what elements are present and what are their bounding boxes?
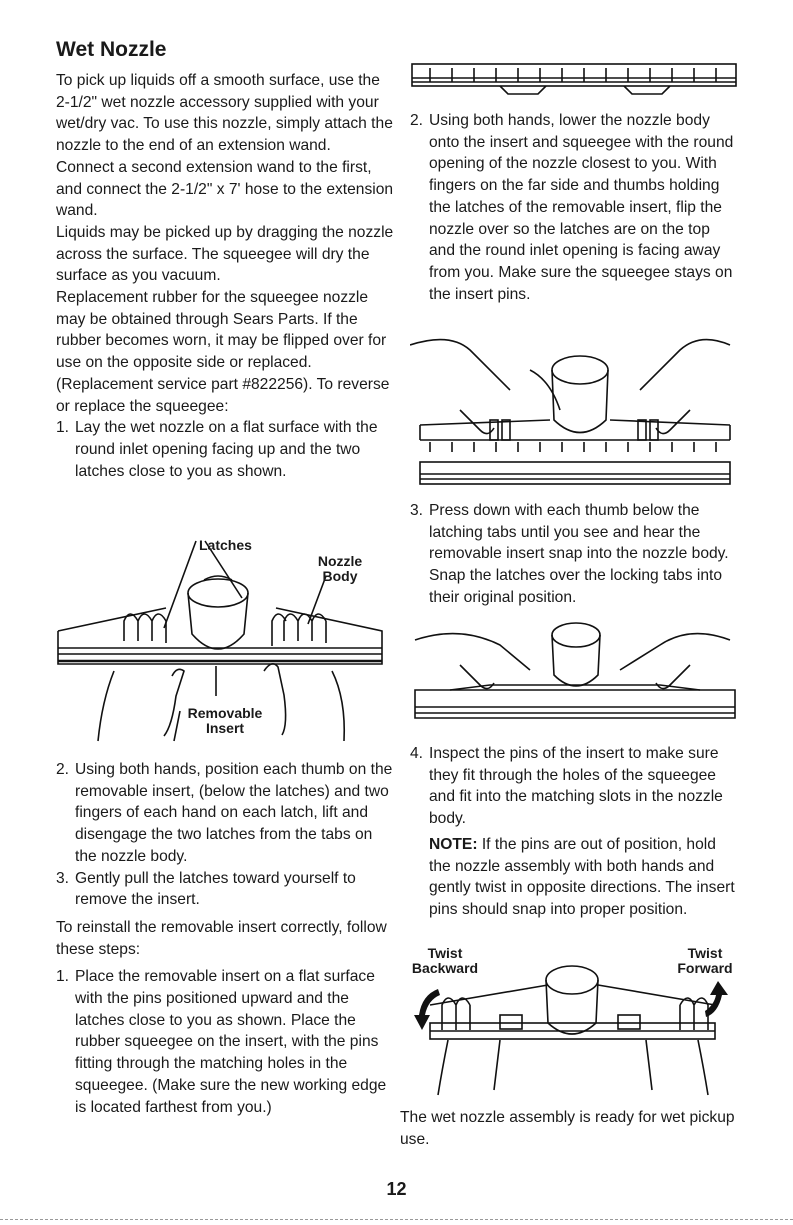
figure-snap-latches <box>410 615 740 730</box>
step-text: Gently pull the latches toward yourself to remove the insert. <box>75 869 356 909</box>
label-twist-forward: Twist Forward <box>677 945 733 976</box>
intro-paragraph: Liquids may be picked up by dragging the nozzle across the surface. The squeegee will dry the surface as you vacuum. <box>56 223 394 285</box>
label-removable-insert: Removable Insert <box>187 705 263 736</box>
remove-step-1 <box>56 417 396 482</box>
remove-step-2 <box>56 759 396 868</box>
left-steps <box>56 759 396 1118</box>
step-number: 3. <box>56 869 70 887</box>
note-label: NOTE: <box>429 835 478 853</box>
step-number: 3. <box>410 502 424 519</box>
remove-step-3 <box>56 868 396 911</box>
step-number: 4. <box>410 745 424 762</box>
page-number: 12 <box>386 1179 407 1199</box>
note-text: If the pins are out of position, hold the nozzle assembly with both hands and gently twist in opposite directions. The insert pins should snap into proper position. <box>429 835 735 918</box>
page-title: Wet Nozzle <box>56 38 167 61</box>
right-step-2 <box>410 110 740 305</box>
page-bottom-rule <box>0 1219 793 1220</box>
right-step-3 <box>410 500 740 609</box>
reinstall-step-4 <box>410 743 740 830</box>
step-text: Press down with each thumb below the latching tabs until you see and hear the removable insert snap into the nozzle body. Snap the latches over the locking tabs into their original position. <box>429 502 729 606</box>
figure-twist <box>400 945 745 1100</box>
step-text: Inspect the pins of the insert to make sure they fit through the holes of the squeegee and fit into the matching slots in the nozzle body. <box>429 745 723 828</box>
figure-lower-nozzle <box>410 330 740 490</box>
snap-latches-illustration <box>410 615 740 730</box>
intro-paragraph: Replacement rubber for the squeegee nozzle may be obtained through Sears Parts. If the rubber becomes worn, it may be flipped over for use on the opposite side or replaced. (Replacement service part #822256). To reverse or replace the squeegee: <box>56 289 390 415</box>
figure-nozzle-latches <box>56 536 386 751</box>
step-text: Lay the wet nozzle on a flat surface with the round inlet opening facing up and the two latches close to you as shown. <box>75 419 378 480</box>
reinstall-step-3 <box>410 500 740 609</box>
twist-forward-arrow <box>705 981 728 1017</box>
lower-nozzle-illustration <box>410 330 740 490</box>
closing-text: The wet nozzle assembly is ready for wet pickup use. <box>400 1109 735 1148</box>
reinstall-step-2 <box>410 110 740 305</box>
label-latches: Latches <box>199 537 252 553</box>
label-twist-backward: Twist Backward <box>411 945 479 976</box>
reinstall-step-1 <box>56 966 396 1118</box>
step-text: Using both hands, lower the nozzle body onto the insert and squeegee with the round opening of the nozzle closest to you. With fingers on the far side and thumbs holding the latches of the removable insert, flip the nozzle over so the latches are on the top and the round inlet opening is facing away from you. Make sure the squeegee stays on the insert pins. <box>429 112 734 303</box>
step-number: 1. <box>56 419 70 437</box>
step-number: 2. <box>56 761 70 778</box>
insert-squeegee-illustration <box>410 58 740 103</box>
step-text: Using both hands, position each thumb on the removable insert, (below the latches) and two fingers of each hand on each latch, lift and disengage the two latches from the tabs on the nozzle body. <box>75 761 393 865</box>
step-number: 1. <box>56 968 70 986</box>
twist-backward-arrow <box>414 989 440 1030</box>
right-step-4 <box>410 743 740 921</box>
intro-paragraph: To pick up liquids off a smooth surface, use the 2-1/2" wet nozzle accessory supplied with your wet/dry vac. To use this nozzle, simply attach the nozzle to the end of an extension wand. <box>56 72 393 155</box>
note-block <box>410 834 740 921</box>
step-number: 2. <box>410 112 424 129</box>
reinstall-intro: To reinstall the removable insert correctly, follow these steps: <box>56 918 387 958</box>
closing-block <box>400 1107 740 1150</box>
intro-paragraph: Connect a second extension wand to the first, and connect the 2-1/2" x 7' hose to the extension wand. <box>56 158 394 220</box>
step-text: Place the removable insert on a flat surface with the pins positioned upward and the latches close to you as shown. Place the rubber squeegee on the insert, with the pins fitting through the matching holes in the squeegee. (Make sure the new working edge is located farthest from you.) <box>75 968 387 1116</box>
left-intro <box>56 70 396 482</box>
figure-insert-top <box>410 58 740 103</box>
label-nozzle-body: Nozzle Body <box>317 553 363 584</box>
